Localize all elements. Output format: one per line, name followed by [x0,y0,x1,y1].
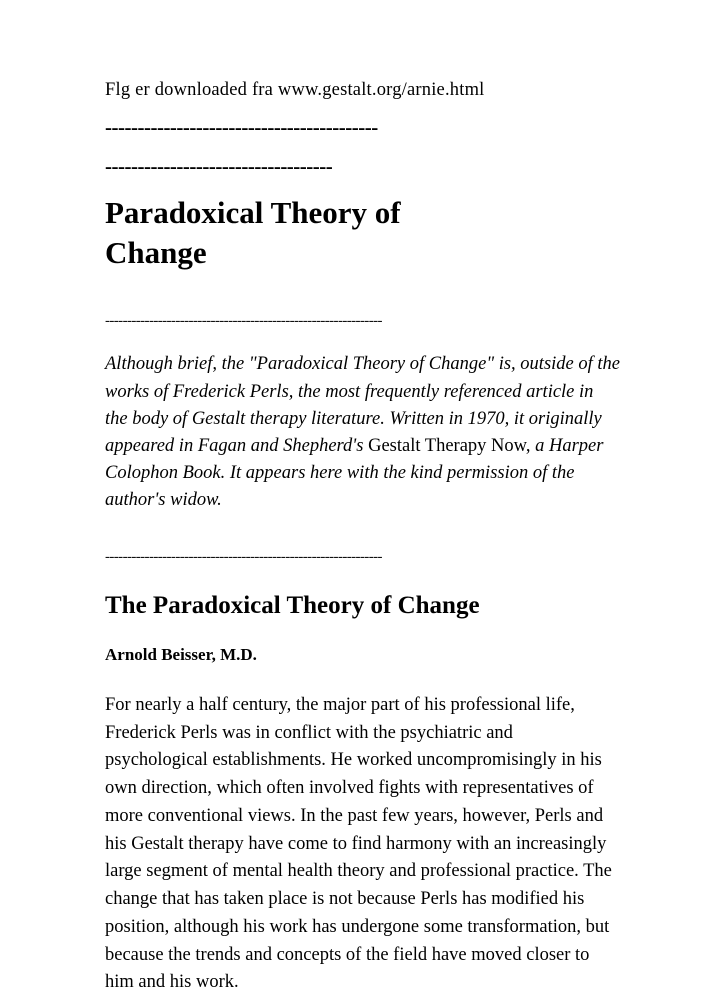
divider-light-upper: --------------------------------------------------------------- [105,314,382,330]
page-title: Paradoxical Theory of Change [105,194,401,270]
divider-heavy-top: ------------------------------------------ [105,116,378,138]
abstract-paragraph [105,351,620,514]
author-byline: Arnold Beisser, M.D. [105,645,257,665]
abstract-book-title: Gestalt Therapy Now, [368,435,531,456]
divider-light-lower: --------------------------------------------------------------- [105,550,382,566]
abstract-text-part-1: Although brief, the "Paradoxical Theory of Change" is, outside of the works of Frederick Perls, the most frequently referenced article in the body of Gestalt therapy literature. Written in 1970, it originally appeared in Fagan and Shepherd's [105,354,620,456]
source-url-note: Flg er downloaded fra www.gestalt.org/arnie.html [105,80,485,100]
divider-heavy-second: ----------------------------------- [105,155,333,177]
abstract-text-part-2: a Harper Colophon Book. It appears here with the kind permission of the author's widow. [105,435,604,511]
body-paragraph-1: For nearly a half century, the major part of his professional life, Frederick Perls was in conflict with the psychiatric and psychological establishments. He worked uncompromisingly in his own direction, which often involved fights with representatives of more conventional views. In the past few years, however, Perls and his Gestalt therapy have come to find harmony with an increasingly large segment of mental health theory and professional practice. The change that has taken place is not because Perls has modified his position, although his work has undergone some transformation, but because the trends and concepts of the field have moved closer to him and his work. [105,694,612,993]
section-title: The Paradoxical Theory of Change [105,592,480,620]
